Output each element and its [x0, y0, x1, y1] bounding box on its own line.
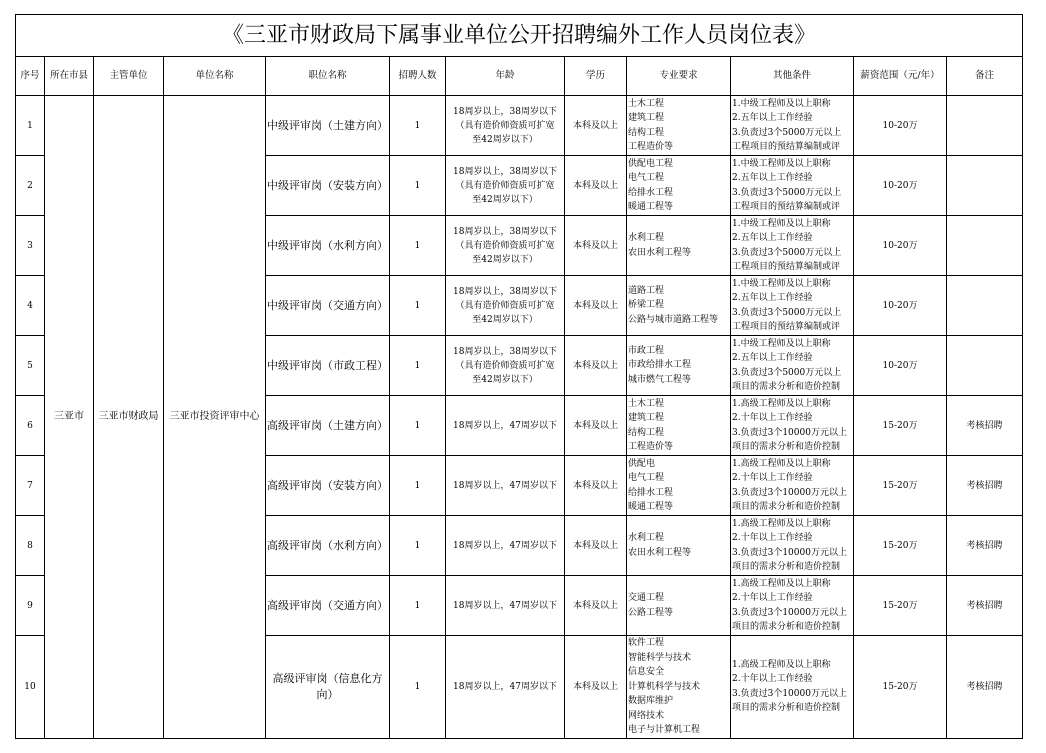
- major-requirement-line: 智能科学与技术: [628, 652, 692, 663]
- major-requirement-line: 水利工程: [628, 533, 665, 543]
- other-conditions-line: 1.高级工程师及以上职称: [732, 659, 831, 670]
- major-requirement-line: 桥梁工程: [628, 300, 665, 311]
- other-conditions: [731, 576, 854, 636]
- other-conditions: [731, 456, 854, 516]
- table-row: [16, 96, 1023, 156]
- header-cell-count: 招聘人数: [390, 57, 446, 96]
- major-requirement-line: 供配电工程: [628, 158, 674, 169]
- major-requirement-line: 结构工程: [628, 127, 665, 138]
- note-cell: 考核招聘: [947, 396, 1023, 456]
- salary-range: 10-20万: [854, 96, 947, 156]
- education-requirement: 本科及以上: [565, 276, 627, 336]
- major-requirement: [627, 96, 731, 156]
- major-requirement-line: 软件工程: [628, 638, 665, 648]
- row-number: 1: [16, 96, 45, 156]
- other-conditions: [731, 636, 854, 739]
- age-requirement: [446, 456, 565, 516]
- major-requirement-line: 计算机科学与技术: [628, 681, 701, 692]
- note-cell: [947, 336, 1023, 396]
- header-cell-city: 所在市县: [45, 57, 94, 96]
- major-requirement-line: 工程造价等: [628, 442, 674, 452]
- row-number: 10: [16, 636, 45, 739]
- age-requirement: [446, 396, 565, 456]
- major-requirement: [627, 156, 731, 216]
- other-conditions-line: 项目的需求分析和造价控制: [732, 703, 841, 714]
- other-conditions-line: 2.十年以上工作经验: [732, 413, 813, 423]
- other-conditions-line: 1.高级工程师及以上职称: [732, 518, 831, 529]
- other-conditions: [731, 276, 854, 336]
- education-requirement: 本科及以上: [565, 636, 627, 739]
- major-requirement: [627, 636, 731, 739]
- hire-count: 1: [390, 336, 446, 396]
- other-conditions-line: 3.负责过3个5000万元以上: [732, 127, 842, 138]
- other-conditions-line: 项目的需求分析和造价控制: [732, 622, 841, 632]
- other-conditions-line: 3.负责过3个10000万元以上: [732, 688, 847, 699]
- row-number: 3: [16, 216, 45, 276]
- position-name: 高级评审岗（安装方向）: [266, 456, 390, 516]
- header-cell-authority: 主管单位: [94, 57, 164, 96]
- position-name: 高级评审岗（土建方向）: [266, 396, 390, 456]
- header-row: [16, 57, 1023, 96]
- salary-range: 15-20万: [854, 396, 947, 456]
- age-requirement-line: 18周岁以上，38周岁以下: [453, 226, 557, 237]
- major-requirement-line: 给排水工程: [628, 487, 674, 498]
- hire-count: 1: [390, 156, 446, 216]
- major-requirement: [627, 276, 731, 336]
- position-name: 高级评审岗（交通方向）: [266, 576, 390, 636]
- major-requirement: [627, 576, 731, 636]
- age-requirement-line: （具有造价师资质可扩宽: [455, 360, 555, 371]
- major-requirement-line: 暖通工程等: [628, 202, 674, 212]
- other-conditions-line: 3.负责过3个5000万元以上: [732, 247, 842, 258]
- recruitment-table-sheet: [15, 14, 1023, 739]
- age-requirement: [446, 636, 565, 739]
- major-requirement: [627, 336, 731, 396]
- education-requirement: 本科及以上: [565, 336, 627, 396]
- major-requirement: [627, 396, 731, 456]
- other-conditions-line: 3.负责过3个10000万元以上: [732, 547, 847, 558]
- hire-count: 1: [390, 456, 446, 516]
- header-cell-major: 专业要求: [627, 57, 731, 96]
- major-requirement-line: 交通工程: [628, 593, 665, 603]
- age-requirement: [446, 336, 565, 396]
- other-conditions-line: 项目的需求分析和造价控制: [732, 502, 841, 512]
- major-requirement-line: 给排水工程: [628, 187, 674, 198]
- other-conditions-line: 2.五年以上工作经验: [732, 293, 813, 303]
- hire-count: 1: [390, 576, 446, 636]
- age-requirement-line: 至42周岁以下）: [472, 134, 538, 145]
- header-cell-education: 学历: [565, 57, 627, 96]
- other-conditions-line: 2.十年以上工作经验: [732, 473, 813, 483]
- other-conditions-line: 1.高级工程师及以上职称: [732, 578, 831, 589]
- major-requirement-line: 水利工程: [628, 233, 665, 243]
- row-number: 4: [16, 276, 45, 336]
- other-conditions-line: 3.负责过3个5000万元以上: [732, 187, 842, 198]
- age-requirement-line: 18周岁以上，47周岁以下: [453, 681, 557, 692]
- other-conditions-line: 工程项目的预结算编制或评: [732, 322, 841, 332]
- hire-count: 1: [390, 216, 446, 276]
- age-requirement-line: 至42周岁以下）: [472, 374, 538, 385]
- education-requirement: 本科及以上: [565, 456, 627, 516]
- header-cell-other: 其他条件: [731, 57, 854, 96]
- authority-cell: 三亚市财政局: [94, 96, 164, 739]
- major-requirement-line: 公路与城市道路工程等: [628, 314, 719, 325]
- major-requirement: [627, 456, 731, 516]
- note-cell: [947, 216, 1023, 276]
- major-requirement-line: 电气工程: [628, 473, 665, 483]
- age-requirement: [446, 276, 565, 336]
- other-conditions: [731, 516, 854, 576]
- education-requirement: 本科及以上: [565, 516, 627, 576]
- age-requirement-line: 至42周岁以下）: [472, 314, 538, 325]
- age-requirement-line: 18周岁以上，38周岁以下: [453, 346, 557, 357]
- major-requirement-line: 建筑工程: [628, 113, 665, 123]
- major-requirement-line: 电子与计算机工程: [628, 725, 701, 735]
- row-number: 5: [16, 336, 45, 396]
- city-cell: 三亚市: [45, 96, 94, 739]
- salary-range: 10-20万: [854, 276, 947, 336]
- salary-range: 10-20万: [854, 336, 947, 396]
- note-cell: 考核招聘: [947, 576, 1023, 636]
- hire-count: 1: [390, 276, 446, 336]
- age-requirement: [446, 576, 565, 636]
- salary-range: 15-20万: [854, 516, 947, 576]
- other-conditions-line: 工程项目的预结算编制或评: [732, 202, 841, 212]
- age-requirement-line: （具有造价师资质可扩宽: [455, 300, 555, 311]
- position-name: 中级评审岗（交通方向）: [266, 276, 390, 336]
- major-requirement-line: 数据库维护: [628, 696, 674, 706]
- major-requirement-line: 道路工程: [628, 285, 665, 296]
- salary-range: 10-20万: [854, 216, 947, 276]
- other-conditions-line: 3.负责过3个10000万元以上: [732, 487, 847, 498]
- salary-range: 15-20万: [854, 636, 947, 739]
- age-requirement-line: 至42周岁以下）: [472, 254, 538, 265]
- other-conditions-line: 2.十年以上工作经验: [732, 533, 813, 543]
- age-requirement-line: 18周岁以上，47周岁以下: [453, 600, 557, 611]
- major-requirement-line: 市政工程: [628, 345, 665, 356]
- header-cell-salary: 薪资范围（元/年）: [854, 57, 947, 96]
- other-conditions-line: 项目的需求分析和造价控制: [732, 562, 841, 572]
- position-name: 中级评审岗（土建方向）: [266, 96, 390, 156]
- header-cell-no: 序号: [16, 57, 45, 96]
- hire-count: 1: [390, 516, 446, 576]
- major-requirement: [627, 216, 731, 276]
- age-requirement-line: 18周岁以上，38周岁以下: [453, 106, 557, 117]
- major-requirement-line: 信息安全: [628, 667, 665, 677]
- note-cell: [947, 156, 1023, 216]
- hire-count: 1: [390, 396, 446, 456]
- other-conditions-line: 工程项目的预结算编制或评: [732, 262, 841, 272]
- major-requirement-line: 农田水利工程等: [628, 247, 692, 258]
- position-name: 高级评审岗（水利方向）: [266, 516, 390, 576]
- major-requirement-line: 电气工程: [628, 173, 665, 183]
- row-number: 2: [16, 156, 45, 216]
- education-requirement: 本科及以上: [565, 576, 627, 636]
- age-requirement-line: （具有造价师资质可扩宽: [455, 180, 555, 191]
- major-requirement: [627, 516, 731, 576]
- header-cell-age: 年龄: [446, 57, 565, 96]
- age-requirement: [446, 516, 565, 576]
- major-requirement-line: 暖通工程等: [628, 502, 674, 512]
- position-name: 中级评审岗（水利方向）: [266, 216, 390, 276]
- other-conditions-line: 1.中级工程师及以上职称: [732, 218, 831, 229]
- other-conditions: [731, 216, 854, 276]
- position-name: 高级评审岗（信息化方向）: [266, 636, 390, 739]
- other-conditions-line: 1.中级工程师及以上职称: [732, 158, 831, 169]
- age-requirement: [446, 96, 565, 156]
- recruitment-table: [15, 14, 1023, 739]
- other-conditions: [731, 396, 854, 456]
- major-requirement-line: 建筑工程: [628, 413, 665, 423]
- header-cell-unit: 单位名称: [164, 57, 266, 96]
- row-number: 6: [16, 396, 45, 456]
- other-conditions-line: 3.负责过3个5000万元以上: [732, 367, 842, 378]
- age-requirement-line: 至42周岁以下）: [472, 194, 538, 205]
- position-name: 中级评审岗（安装方向）: [266, 156, 390, 216]
- note-cell: 考核招聘: [947, 456, 1023, 516]
- other-conditions: [731, 156, 854, 216]
- education-requirement: 本科及以上: [565, 156, 627, 216]
- age-requirement-line: （具有造价师资质可扩宽: [455, 120, 555, 131]
- row-number: 8: [16, 516, 45, 576]
- note-cell: [947, 276, 1023, 336]
- age-requirement-line: 18周岁以上，38周岁以下: [453, 166, 557, 177]
- other-conditions-line: 3.负责过3个10000万元以上: [732, 427, 847, 438]
- age-requirement-line: （具有造价师资质可扩宽: [455, 240, 555, 251]
- note-cell: 考核招聘: [947, 636, 1023, 739]
- row-number: 7: [16, 456, 45, 516]
- major-requirement-line: 城市燃气工程等: [628, 374, 692, 385]
- other-conditions-line: 1.高级工程师及以上职称: [732, 458, 831, 469]
- major-requirement-line: 农田水利工程等: [628, 547, 692, 558]
- major-requirement-line: 土木工程: [628, 398, 665, 409]
- education-requirement: 本科及以上: [565, 216, 627, 276]
- table-title: 《三亚市财政局下属事业单位公开招聘编外工作人员岗位表》: [16, 15, 1023, 57]
- other-conditions-line: 1.高级工程师及以上职称: [732, 398, 831, 409]
- other-conditions: [731, 336, 854, 396]
- major-requirement-line: 供配电: [628, 458, 656, 469]
- other-conditions-line: 2.五年以上工作经验: [732, 113, 813, 123]
- header-cell-note: 备注: [947, 57, 1023, 96]
- age-requirement-line: 18周岁以上，47周岁以下: [453, 420, 557, 431]
- age-requirement-line: 18周岁以上，47周岁以下: [453, 480, 557, 491]
- other-conditions-line: 2.十年以上工作经验: [732, 674, 813, 685]
- other-conditions-line: 项目的需求分析和造价控制: [732, 382, 841, 392]
- major-requirement-line: 工程造价等: [628, 142, 674, 152]
- salary-range: 15-20万: [854, 576, 947, 636]
- age-requirement: [446, 216, 565, 276]
- header-cell-position: 职位名称: [266, 57, 390, 96]
- other-conditions-line: 1.中级工程师及以上职称: [732, 278, 831, 289]
- age-requirement-line: 18周岁以上，47周岁以下: [453, 540, 557, 551]
- other-conditions-line: 3.负责过3个10000万元以上: [732, 607, 847, 618]
- major-requirement-line: 公路工程等: [628, 607, 674, 618]
- major-requirement-line: 市政给排水工程: [628, 360, 692, 371]
- major-requirement-line: 土木工程: [628, 98, 665, 109]
- other-conditions-line: 2.五年以上工作经验: [732, 233, 813, 243]
- note-cell: 考核招聘: [947, 516, 1023, 576]
- education-requirement: 本科及以上: [565, 96, 627, 156]
- row-number: 9: [16, 576, 45, 636]
- other-conditions-line: 1.中级工程师及以上职称: [732, 98, 831, 109]
- hire-count: 1: [390, 636, 446, 739]
- other-conditions-line: 2.五年以上工作经验: [732, 353, 813, 363]
- other-conditions-line: 工程项目的预结算编制或评: [732, 142, 841, 152]
- hire-count: 1: [390, 96, 446, 156]
- major-requirement-line: 网络技术: [628, 710, 665, 721]
- note-cell: [947, 96, 1023, 156]
- other-conditions: [731, 96, 854, 156]
- major-requirement-line: 结构工程: [628, 427, 665, 438]
- age-requirement-line: 18周岁以上，38周岁以下: [453, 286, 557, 297]
- salary-range: 10-20万: [854, 156, 947, 216]
- unit-cell: 三亚市投资评审中心: [164, 96, 266, 739]
- age-requirement: [446, 156, 565, 216]
- other-conditions-line: 项目的需求分析和造价控制: [732, 442, 841, 452]
- education-requirement: 本科及以上: [565, 396, 627, 456]
- other-conditions-line: 1.中级工程师及以上职称: [732, 338, 831, 349]
- other-conditions-line: 2.五年以上工作经验: [732, 173, 813, 183]
- salary-range: 15-20万: [854, 456, 947, 516]
- position-name: 中级评审岗（市政工程）: [266, 336, 390, 396]
- other-conditions-line: 2.十年以上工作经验: [732, 593, 813, 603]
- other-conditions-line: 3.负责过3个5000万元以上: [732, 307, 842, 318]
